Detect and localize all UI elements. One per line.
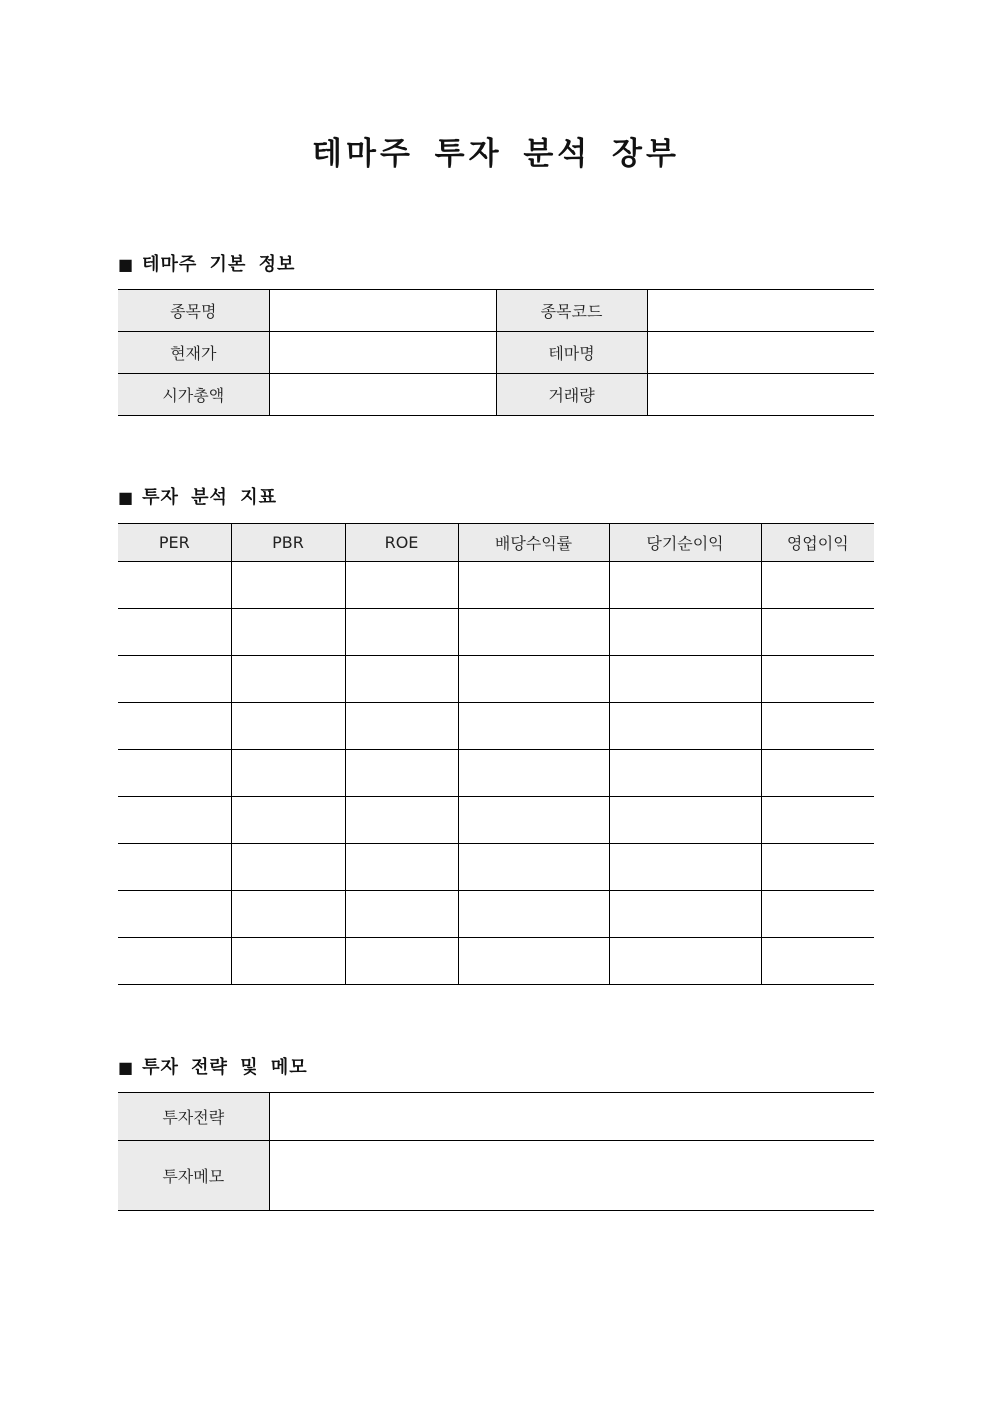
table-cell[interactable] xyxy=(345,609,458,656)
table-cell[interactable] xyxy=(609,891,761,938)
table-cell[interactable] xyxy=(231,750,345,797)
table-row xyxy=(118,609,874,656)
table-cell[interactable] xyxy=(345,656,458,703)
section-heading-label: 투자 분석 지표 xyxy=(142,487,277,508)
table-cell[interactable] xyxy=(609,562,761,609)
column-header: ROE xyxy=(345,524,458,562)
table-row xyxy=(118,1141,874,1211)
table-row xyxy=(118,332,874,374)
table-cell[interactable] xyxy=(231,938,345,985)
table-cell[interactable] xyxy=(345,797,458,844)
table-cell[interactable] xyxy=(345,750,458,797)
table-cell[interactable] xyxy=(761,656,874,703)
field-label: 시가총액 xyxy=(118,374,269,416)
table-cell[interactable] xyxy=(761,609,874,656)
theme-name-field[interactable] xyxy=(647,332,874,374)
table-cell[interactable] xyxy=(345,891,458,938)
metrics-table-body xyxy=(118,562,874,985)
square-bullet-icon: ■ xyxy=(118,1058,135,1077)
table-cell[interactable] xyxy=(231,891,345,938)
column-header: 배당수익률 xyxy=(458,524,609,562)
column-header: PER xyxy=(118,524,231,562)
table-cell[interactable] xyxy=(458,938,609,985)
table-header-row xyxy=(118,524,874,562)
table-row xyxy=(118,562,874,609)
table-row xyxy=(118,750,874,797)
section-heading-metrics xyxy=(118,485,277,511)
field-label: 거래량 xyxy=(496,374,647,416)
square-bullet-icon: ■ xyxy=(118,488,135,507)
table-cell[interactable] xyxy=(458,844,609,891)
column-header: 영업이익 xyxy=(761,524,874,562)
table-cell[interactable] xyxy=(761,844,874,891)
metrics-table xyxy=(118,523,874,985)
table-cell[interactable] xyxy=(231,656,345,703)
table-cell[interactable] xyxy=(345,562,458,609)
page-title: 테마주 투자 분석 장부 xyxy=(312,136,680,172)
table-cell[interactable] xyxy=(609,656,761,703)
table-cell[interactable] xyxy=(345,703,458,750)
table-cell[interactable] xyxy=(761,750,874,797)
table-cell[interactable] xyxy=(761,797,874,844)
field-label: 투자전략 xyxy=(118,1093,269,1141)
table-cell[interactable] xyxy=(458,656,609,703)
table-cell[interactable] xyxy=(609,844,761,891)
table-row xyxy=(118,656,874,703)
table-cell[interactable] xyxy=(761,703,874,750)
table-cell[interactable] xyxy=(118,797,231,844)
table-cell[interactable] xyxy=(761,891,874,938)
field-label: 현재가 xyxy=(118,332,269,374)
strategy-field[interactable] xyxy=(269,1093,874,1141)
table-cell[interactable] xyxy=(761,938,874,985)
column-header: 당기순이익 xyxy=(609,524,761,562)
square-bullet-icon: ■ xyxy=(118,255,135,274)
table-cell[interactable] xyxy=(609,938,761,985)
table-cell[interactable] xyxy=(231,797,345,844)
stock-code-field[interactable] xyxy=(647,290,874,332)
table-cell[interactable] xyxy=(345,844,458,891)
basic-info-table xyxy=(118,289,874,416)
field-label: 종목명 xyxy=(118,290,269,332)
table-row xyxy=(118,797,874,844)
table-cell[interactable] xyxy=(458,797,609,844)
current-price-field[interactable] xyxy=(269,332,496,374)
table-cell[interactable] xyxy=(609,750,761,797)
table-row xyxy=(118,374,874,416)
table-cell[interactable] xyxy=(458,891,609,938)
field-label: 투자메모 xyxy=(118,1141,269,1211)
table-cell[interactable] xyxy=(458,750,609,797)
table-row xyxy=(118,290,874,332)
table-row xyxy=(118,844,874,891)
section-heading-label: 테마주 기본 정보 xyxy=(142,254,296,275)
table-cell[interactable] xyxy=(118,938,231,985)
table-cell[interactable] xyxy=(609,609,761,656)
section-heading-basic-info xyxy=(118,252,295,278)
field-label: 종목코드 xyxy=(496,290,647,332)
table-cell[interactable] xyxy=(231,609,345,656)
table-cell[interactable] xyxy=(118,750,231,797)
table-cell[interactable] xyxy=(761,562,874,609)
memo-field[interactable] xyxy=(269,1141,874,1211)
table-row xyxy=(118,891,874,938)
table-cell[interactable] xyxy=(118,844,231,891)
table-cell[interactable] xyxy=(458,609,609,656)
table-cell[interactable] xyxy=(231,562,345,609)
table-cell[interactable] xyxy=(118,609,231,656)
table-cell[interactable] xyxy=(118,656,231,703)
table-cell[interactable] xyxy=(231,703,345,750)
section-heading-label: 투자 전략 및 메모 xyxy=(142,1057,308,1078)
stock-name-field[interactable] xyxy=(269,290,496,332)
trading-volume-field[interactable] xyxy=(647,374,874,416)
table-row xyxy=(118,1093,874,1141)
table-cell[interactable] xyxy=(609,703,761,750)
market-cap-field[interactable] xyxy=(269,374,496,416)
field-label: 테마명 xyxy=(496,332,647,374)
strategy-memo-table xyxy=(118,1092,874,1211)
table-cell[interactable] xyxy=(118,562,231,609)
column-header: PBR xyxy=(231,524,345,562)
table-cell[interactable] xyxy=(458,703,609,750)
table-cell[interactable] xyxy=(231,844,345,891)
section-heading-strategy xyxy=(118,1055,308,1081)
table-cell[interactable] xyxy=(118,891,231,938)
table-cell[interactable] xyxy=(345,938,458,985)
table-cell[interactable] xyxy=(458,562,609,609)
table-cell[interactable] xyxy=(118,703,231,750)
table-cell[interactable] xyxy=(609,797,761,844)
table-row xyxy=(118,703,874,750)
table-row xyxy=(118,938,874,985)
